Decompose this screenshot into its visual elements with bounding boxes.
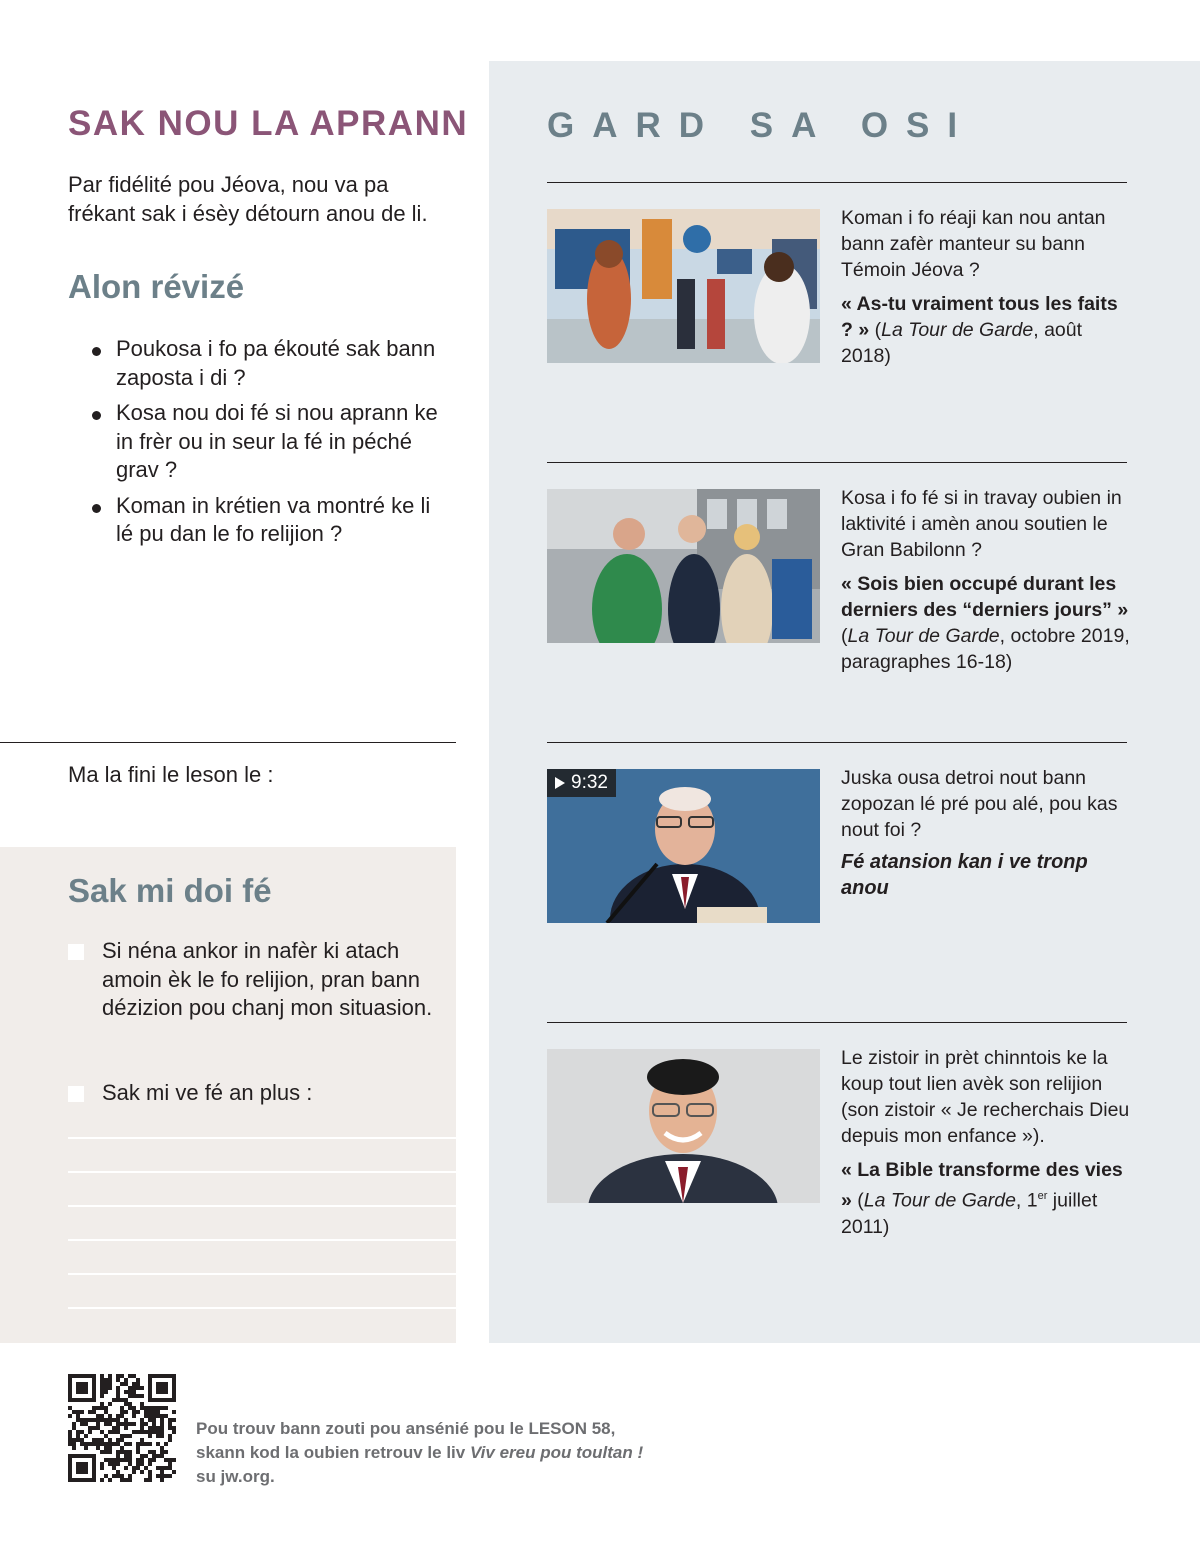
todo-item[interactable] bbox=[68, 1079, 438, 1108]
article-title[interactable]: « La Bible transforme des vies » bbox=[841, 1159, 1123, 1212]
card-question: Le zistoir in prèt chinntois ke la koup tout lien avèk son relijion (son zistoir « Je recherchais Dieu depuis mon enfance »). bbox=[841, 1047, 1130, 1147]
divider bbox=[547, 462, 1127, 463]
divider bbox=[547, 1022, 1127, 1023]
write-line[interactable] bbox=[68, 1137, 456, 1139]
card-image-shopping-mall[interactable] bbox=[547, 209, 820, 363]
todo-item[interactable] bbox=[68, 937, 438, 1023]
card-text bbox=[841, 1045, 1131, 1240]
write-line[interactable] bbox=[68, 1205, 456, 1207]
book-title: Viv ereu pou toultan ! bbox=[469, 1443, 644, 1462]
publication-name: La Tour de Garde bbox=[881, 319, 1034, 341]
card-text bbox=[841, 765, 1131, 901]
bullet-icon bbox=[92, 504, 101, 513]
card-reference[interactable] bbox=[841, 1157, 1131, 1240]
ref-paren: ( bbox=[869, 319, 882, 341]
review-title: Alon révizé bbox=[68, 268, 245, 305]
ordinal-suffix: er bbox=[1037, 1190, 1048, 1202]
card-question: Kosa i fo fé si in travay oubien in laktivité i amèn anou soutien le Gran Babilonn ? bbox=[841, 487, 1122, 561]
todo-title: Sak mi doi fé bbox=[68, 872, 272, 909]
card-image-portrait[interactable] bbox=[547, 1049, 820, 1203]
checkbox-icon[interactable] bbox=[68, 944, 84, 960]
review-item-text: Koman in krétien va montré ke li lé pu dan le fo relijion ? bbox=[116, 492, 431, 546]
section-title-see-also: GARD SA OSI bbox=[547, 106, 976, 145]
review-item bbox=[92, 492, 442, 549]
write-line[interactable] bbox=[68, 1171, 456, 1173]
footer-text: skann kod la oubien retrouv le liv bbox=[196, 1443, 470, 1462]
card-text bbox=[841, 485, 1131, 675]
write-line[interactable] bbox=[68, 1239, 456, 1241]
publication-date: , 1 bbox=[1015, 1189, 1038, 1212]
card-text bbox=[841, 205, 1131, 369]
review-item-text: Kosa nou doi fé si nou aprann ke in frèr ou in seur la fé in péché grav ? bbox=[116, 400, 438, 482]
publication-date: juillet 2011) bbox=[841, 1189, 1098, 1238]
write-line[interactable] bbox=[68, 1307, 456, 1309]
card-image-street-witnessing[interactable] bbox=[547, 489, 820, 643]
intro-paragraph: Par fidélité pou Jéova, nou va pa frékant sak i ésèy détourn anou de li. bbox=[68, 172, 428, 226]
footer-line: Pou trouv bann zouti pou ansénié pou le LESON 58, bbox=[196, 1419, 616, 1438]
play-icon bbox=[555, 777, 565, 789]
video-duration-badge bbox=[547, 769, 616, 797]
finished-date-label[interactable]: Ma la fini le leson le : bbox=[68, 762, 274, 787]
qr-code-icon[interactable] bbox=[68, 1374, 176, 1482]
ref-paren: ( bbox=[851, 1189, 864, 1212]
bullet-icon bbox=[92, 347, 101, 356]
video-thumbnail[interactable] bbox=[547, 769, 820, 923]
todo-item-text: Sak mi ve fé an plus : bbox=[102, 1080, 313, 1105]
checkbox-icon[interactable] bbox=[68, 1086, 84, 1102]
article-title[interactable]: « Sois bien occupé durant les derniers des “derniers jours” » bbox=[841, 573, 1129, 621]
publication-date: , octobre 2019, paragraphes 16-18) bbox=[841, 625, 1130, 673]
publication-name: La Tour de Garde bbox=[847, 625, 1000, 647]
todo-item-text: Si néna ankor in nafèr ki atach amoin èk le fo relijion, pran bann dézizion pou chanj mon situasion. bbox=[102, 938, 433, 1020]
section-title-learned: SAK NOU LA APRANN bbox=[68, 104, 469, 143]
ref-paren: ( bbox=[841, 625, 848, 647]
divider bbox=[547, 742, 1127, 743]
review-item bbox=[92, 399, 442, 485]
card-question: Koman i fo réaji kan nou antan bann zafèr manteur su bann Témoin Jéova ? bbox=[841, 207, 1106, 281]
review-list bbox=[92, 335, 442, 556]
footer-line bbox=[196, 1441, 643, 1465]
publication-date: , août 2018) bbox=[841, 319, 1083, 367]
card-reference[interactable] bbox=[841, 571, 1131, 675]
review-item-text: Poukosa i fo pa ékouté sak bann zaposta i di ? bbox=[116, 336, 436, 390]
footer-line: su jw.org. bbox=[196, 1467, 275, 1486]
footer-note bbox=[196, 1417, 643, 1489]
review-item bbox=[92, 335, 442, 392]
write-line[interactable] bbox=[68, 1273, 456, 1275]
video-title[interactable]: Fé atansion kan i ve tronp anou bbox=[841, 851, 1088, 899]
card-reference[interactable] bbox=[841, 291, 1131, 369]
divider bbox=[0, 742, 456, 743]
article-title[interactable]: « As-tu vraiment tous les faits ? » bbox=[841, 293, 1118, 341]
publication-name: La Tour de Garde bbox=[863, 1189, 1016, 1212]
bullet-icon bbox=[92, 411, 101, 420]
divider bbox=[547, 182, 1127, 183]
card-question: Juska ousa detroi nout bann zopozan lé pré pou alé, pou kas nout foi ? bbox=[841, 767, 1118, 841]
video-duration: 9:32 bbox=[571, 772, 608, 793]
